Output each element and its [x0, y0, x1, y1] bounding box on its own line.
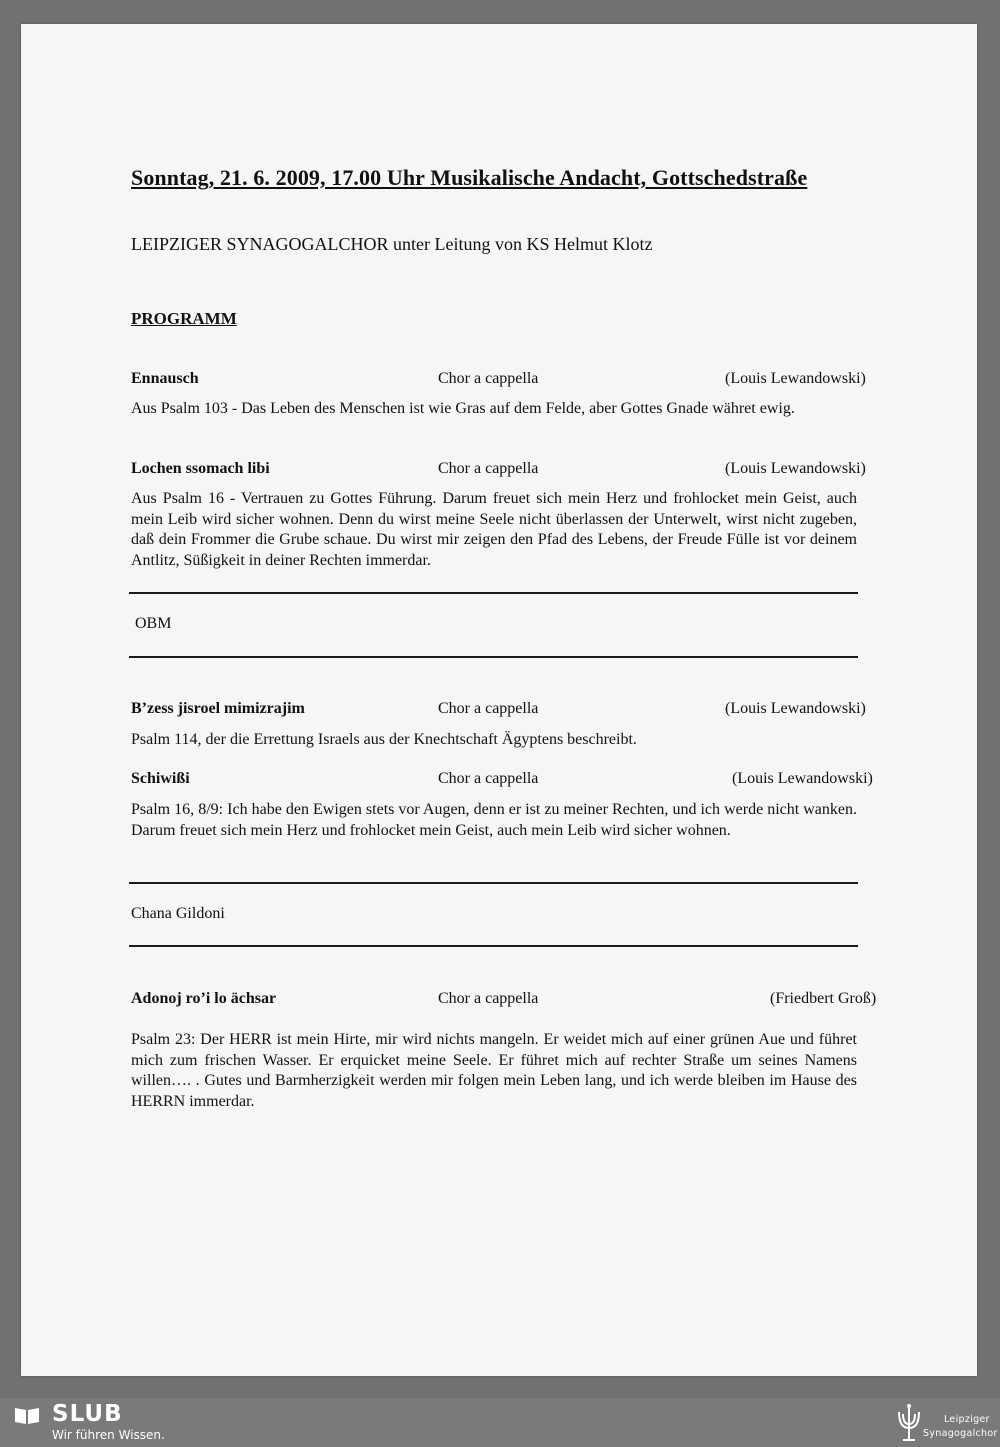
piece-composer: (Friedbert Groß)	[770, 990, 877, 1007]
program-label: PROGRAMM	[131, 309, 237, 328]
choir-logo-text: Leipziger	[944, 1414, 990, 1425]
slub-tagline: Wir führen Wissen.	[52, 1428, 165, 1442]
book-icon	[14, 1407, 40, 1425]
piece-composer: (Louis Lewandowski)	[725, 370, 866, 387]
piece-title: Adonoj ro’i lo ächsar	[131, 990, 277, 1007]
piece-composer: (Louis Lewandowski)	[732, 770, 873, 787]
piece-scoring: Chor a cappella	[438, 700, 539, 717]
piece-title: Ennausch	[131, 370, 199, 387]
piece-composer: (Louis Lewandowski)	[725, 460, 866, 477]
slub-logo-text: SLUB	[52, 1401, 123, 1427]
event-heading: Sonntag, 21. 6. 2009, 17.00 Uhr Musikalische Andacht, Gottschedstraße	[131, 165, 808, 190]
menorah-icon	[895, 1402, 923, 1444]
piece-title: Lochen ssomach libi	[131, 460, 270, 477]
piece-title: Schiwißi	[131, 770, 190, 787]
piece-scoring: Chor a cappella	[438, 460, 539, 477]
piece-scoring: Chor a cappella	[438, 990, 539, 1007]
choir-logo-text: Synagogalchor	[923, 1428, 998, 1439]
footer-bar	[0, 1398, 1000, 1447]
interlude-performer: OBM	[135, 615, 172, 632]
piece-description: Psalm 114, der die Errettung Israels aus der Knechtschaft Ägyptens beschreibt.	[131, 731, 637, 748]
piece-composer: (Louis Lewandowski)	[725, 700, 866, 717]
interlude-performer: Chana Gildoni	[131, 905, 225, 922]
choir-line: LEIPZIGER SYNAGOGALCHOR unter Leitung von KS Helmut Klotz	[131, 234, 653, 254]
piece-description: Aus Psalm 16 - Vertrauen zu Gottes Führung. Darum freuet sich mein Herz und frohlocket mein Geist, auch mein Leib wird sicher wohnen. Denn du wirst meine Seele nicht überlassen der Unterwelt, wirst nicht zugeben, daß dein Frommer die Grube schaue. Du wirst mir zeigen den Pfad des Lebens, der Freude Fülle ist vor deinem Antlitz, Süßigkeit in deiner Rechten immerdar.	[131, 490, 857, 569]
piece-description: Psalm 23: Der HERR ist mein Hirte, mir wird nichts mangeln. Er weidet mich auf einer grünen Aue und führet mich zum frischen Wasser. Er erquicket meine Seele. Er führet mich auf rechter Straße um seines Namens willen…. . Gutes und Barmherzigkeit werden mir folgen mein Leben lang, und ich werde bleiben im Hause des HERRN immerdar.	[131, 1031, 857, 1110]
divider-rule	[129, 592, 858, 594]
piece-scoring: Chor a cappella	[438, 370, 539, 387]
divider-rule	[129, 945, 858, 947]
divider-rule	[129, 656, 858, 658]
divider-rule	[129, 882, 858, 884]
piece-description: Psalm 16, 8/9: Ich habe den Ewigen stets vor Augen, denn er ist zu meiner Rechten, und ich werde nicht wanken. Darum freuet sich mein Herz und frohlocket mein Geist, auch mein Leib wird sicher wohnen.	[131, 801, 857, 839]
piece-title: B’zess jisroel mimizrajim	[131, 700, 305, 717]
piece-scoring: Chor a cappella	[438, 770, 539, 787]
piece-description: Aus Psalm 103 - Das Leben des Menschen ist wie Gras auf dem Felde, aber Gottes Gnade währet ewig.	[131, 400, 795, 417]
